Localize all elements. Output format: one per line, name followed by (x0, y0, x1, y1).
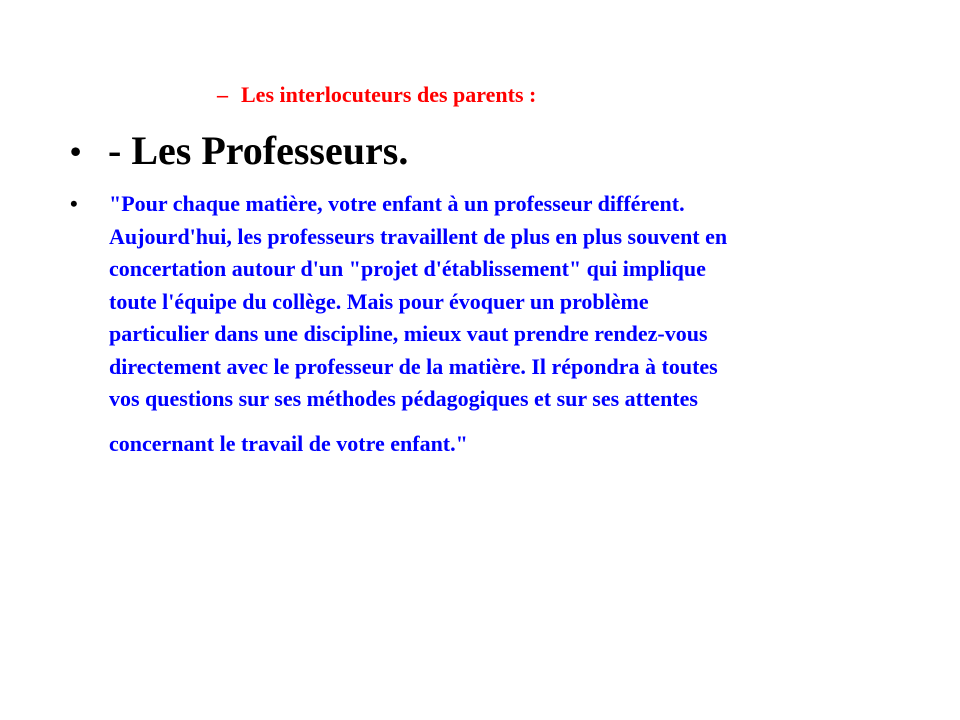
quote-paragraph (109, 188, 889, 460)
heading-row (70, 124, 408, 178)
quote-line: vos questions sur ses méthodes pédagogiques et sur ses attentes (109, 386, 698, 411)
page-heading: - Les Professeurs. (108, 128, 409, 173)
quote-line: particulier dans une discipline, mieux vaut prendre rendez-vous (109, 321, 708, 346)
quote-line: "Pour chaque matière, votre enfant à un professeur différent. (109, 191, 685, 216)
quote-line: concertation autour d'un "projet d'établissement" qui implique (109, 256, 706, 281)
quote-line: Aujourd'hui, les professeurs travaillent de plus en plus souvent en (109, 223, 728, 249)
quote-bullet: • (70, 191, 78, 216)
subtitle-row (217, 80, 536, 110)
quote-line: toute l'équipe du collège. Mais pour évoquer un problème (109, 288, 649, 314)
subtitle-text: Les interlocuteurs des parents : (241, 82, 537, 107)
quote-line: directement avec le professeur de la matière. Il répondra à toutes (109, 353, 718, 379)
subtitle-dash: – (217, 82, 228, 107)
heading-bullet: • (70, 133, 82, 169)
quote-line: concernant le travail de votre enfant." (109, 430, 468, 456)
